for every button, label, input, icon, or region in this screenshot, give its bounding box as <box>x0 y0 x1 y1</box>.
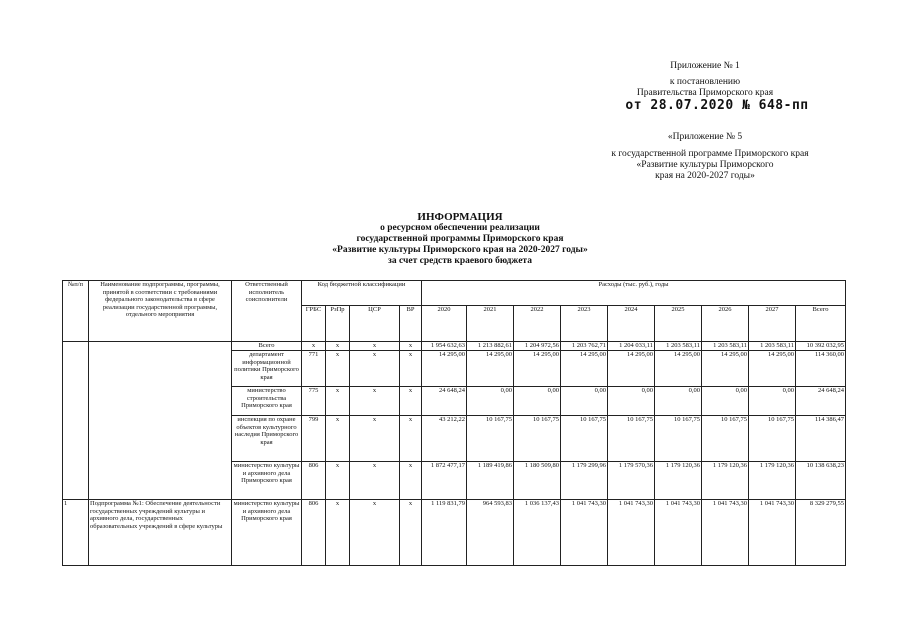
header-year-2021: 2021 <box>467 306 514 342</box>
cell-value: 14 295,00 <box>702 351 749 387</box>
appendix1-signature: от 28.07.2020 № 648-пп <box>625 98 809 113</box>
document-title-block <box>250 212 670 267</box>
cell-total: 114 360,00 <box>796 351 846 387</box>
cell-value: 14 295,00 <box>749 351 796 387</box>
cell-value: 0,00 <box>749 387 796 416</box>
header-year-2027: 2027 <box>749 306 796 342</box>
cell-value: 1 041 743,30 <box>655 500 702 566</box>
cell-value: 0,00 <box>655 387 702 416</box>
cell-total: 10 392 032,95 <box>796 342 846 351</box>
cell-value: 1 179 570,36 <box>608 462 655 500</box>
appendix5-title: «Приложение № 5 <box>667 132 743 142</box>
cell-rzpr: x <box>326 500 350 566</box>
cell-value: 1 180 509,80 <box>514 462 561 500</box>
header-year-2024: 2024 <box>608 306 655 342</box>
cell-csr: x <box>350 500 400 566</box>
resource-table <box>62 280 846 566</box>
header-year-2022: 2022 <box>514 306 561 342</box>
cell-grbs: 775 <box>302 387 326 416</box>
cell-value: 1 179 120,36 <box>749 462 796 500</box>
cell-value: 1 203 583,11 <box>655 342 702 351</box>
cell-value: 10 167,75 <box>514 416 561 462</box>
cell-executor: министерство строительства Приморского края <box>232 387 302 416</box>
document-title-line1: о ресурсном обеспечении реализации <box>380 223 540 233</box>
cell-csr: x <box>350 416 400 462</box>
header-num: №п/п <box>63 281 89 342</box>
cell-value: 24 648,24 <box>422 387 467 416</box>
cell-value: 1 119 831,79 <box>422 500 467 566</box>
header-year-2020: 2020 <box>422 306 467 342</box>
cell-value: 1 179 120,36 <box>655 462 702 500</box>
cell-value: 10 167,75 <box>561 416 608 462</box>
cell-value: 0,00 <box>467 387 514 416</box>
cell-grbs: 806 <box>302 500 326 566</box>
cell-value: 1 203 583,11 <box>702 342 749 351</box>
header-year-2026: 2026 <box>702 306 749 342</box>
cell-value: 10 167,75 <box>655 416 702 462</box>
cell-rzpr: x <box>326 342 350 351</box>
cell-grbs: 771 <box>302 351 326 387</box>
cell-value: 1 041 743,30 <box>702 500 749 566</box>
cell-value: 1 203 583,11 <box>749 342 796 351</box>
header-budget-code: Код бюджетной классификации <box>302 281 422 306</box>
cell-csr: x <box>350 342 400 351</box>
cell-vr: x <box>400 500 422 566</box>
appendix5-line3: края на 2020-2027 годы» <box>655 171 755 181</box>
header-rzpr: РзПр <box>326 306 350 342</box>
cell-value: 1 041 743,30 <box>608 500 655 566</box>
cell-value: 10 167,75 <box>608 416 655 462</box>
cell-name <box>89 342 232 500</box>
cell-csr: x <box>350 462 400 500</box>
cell-value: 0,00 <box>514 387 561 416</box>
cell-value: 1 041 743,30 <box>561 500 608 566</box>
cell-name: Подпрограмма №1: Обеспечение деятельности государственных учреждений культуры и архивного дела, государственных образовательных учреждений в сфере культуры <box>89 500 232 566</box>
cell-vr: x <box>400 342 422 351</box>
cell-value: 1 203 762,71 <box>561 342 608 351</box>
cell-value: 10 167,75 <box>702 416 749 462</box>
cell-csr: x <box>350 351 400 387</box>
cell-rzpr: x <box>326 387 350 416</box>
cell-value: 0,00 <box>561 387 608 416</box>
cell-value: 1 036 137,43 <box>514 500 561 566</box>
header-expenses: Расходы (тыс. руб.), годы <box>422 281 846 306</box>
appendix1-title: Приложение № 1 <box>670 61 740 71</box>
table-row <box>63 342 846 351</box>
cell-executor: министерство культуры и архивного дела Приморского края <box>232 500 302 566</box>
header-year-2023: 2023 <box>561 306 608 342</box>
cell-value: 14 295,00 <box>514 351 561 387</box>
cell-value: 1 872 477,17 <box>422 462 467 500</box>
cell-executor: министерство культуры и архивного дела Приморского края <box>232 462 302 500</box>
document-title-line3: «Развитие культуры Приморского края на 2020-2027 годы» <box>332 245 588 255</box>
cell-value: 10 167,75 <box>467 416 514 462</box>
cell-executor: инспекция по охране объектов культурного наследия Приморского края <box>232 416 302 462</box>
header-executor: Ответственный исполнитель соисполнители <box>232 281 302 342</box>
header-year-2025: 2025 <box>655 306 702 342</box>
cell-csr: x <box>350 387 400 416</box>
cell-value: 43 212,22 <box>422 416 467 462</box>
cell-rzpr: x <box>326 416 350 462</box>
cell-num: 1 <box>63 500 89 566</box>
cell-value: 1 204 972,56 <box>514 342 561 351</box>
document-title: ИНФОРМАЦИЯ <box>417 211 503 223</box>
appendix5-line1: к государственной программе Приморского края <box>611 149 809 159</box>
header-vr: ВР <box>400 306 422 342</box>
table-row <box>63 500 846 566</box>
header-total: Всего <box>796 306 846 342</box>
cell-value: 1 189 419,86 <box>467 462 514 500</box>
cell-value: 14 295,00 <box>467 351 514 387</box>
cell-total: 24 648,24 <box>796 387 846 416</box>
cell-value: 14 295,00 <box>422 351 467 387</box>
appendix5-line2: «Развитие культуры Приморского <box>636 160 774 170</box>
cell-total: 8 329 279,55 <box>796 500 846 566</box>
cell-value: 1 179 299,96 <box>561 462 608 500</box>
header-name: Наименование подпрограммы, программы, принятой в соответствии с требованиями федерального законодательства в сфере реализации государственной программы, отдельного мероприятия <box>89 281 232 342</box>
cell-value: 1 954 632,63 <box>422 342 467 351</box>
cell-value: 1 204 033,11 <box>608 342 655 351</box>
header-csr: ЦСР <box>350 306 400 342</box>
document-title-line4: за счет средств краевого бюджета <box>388 256 532 266</box>
cell-value: 964 593,83 <box>467 500 514 566</box>
appendix1-line2: Правительства Приморского края <box>636 88 774 98</box>
cell-grbs: x <box>302 342 326 351</box>
cell-value: 0,00 <box>608 387 655 416</box>
cell-vr: x <box>400 416 422 462</box>
header-grbs: ГРБС <box>302 306 326 342</box>
cell-value: 1 179 120,36 <box>702 462 749 500</box>
cell-vr: x <box>400 462 422 500</box>
cell-grbs: 799 <box>302 416 326 462</box>
cell-rzpr: x <box>326 351 350 387</box>
cell-total: 114 386,47 <box>796 416 846 462</box>
cell-executor: департамент информационной политики Приморского края <box>232 351 302 387</box>
cell-value: 14 295,00 <box>655 351 702 387</box>
cell-value: 1 041 743,30 <box>749 500 796 566</box>
cell-vr: x <box>400 351 422 387</box>
document-title-line2: государственной программы Приморского края <box>356 234 564 244</box>
appendix1-line1: к постановлению <box>669 77 741 87</box>
cell-vr: x <box>400 387 422 416</box>
cell-executor: Всего <box>232 342 302 351</box>
cell-rzpr: x <box>326 462 350 500</box>
cell-value: 1 213 882,61 <box>467 342 514 351</box>
cell-value: 10 167,75 <box>749 416 796 462</box>
cell-grbs: 806 <box>302 462 326 500</box>
cell-total: 10 138 638,23 <box>796 462 846 500</box>
cell-value: 14 295,00 <box>608 351 655 387</box>
cell-num <box>63 342 89 500</box>
cell-value: 14 295,00 <box>561 351 608 387</box>
cell-value: 0,00 <box>702 387 749 416</box>
